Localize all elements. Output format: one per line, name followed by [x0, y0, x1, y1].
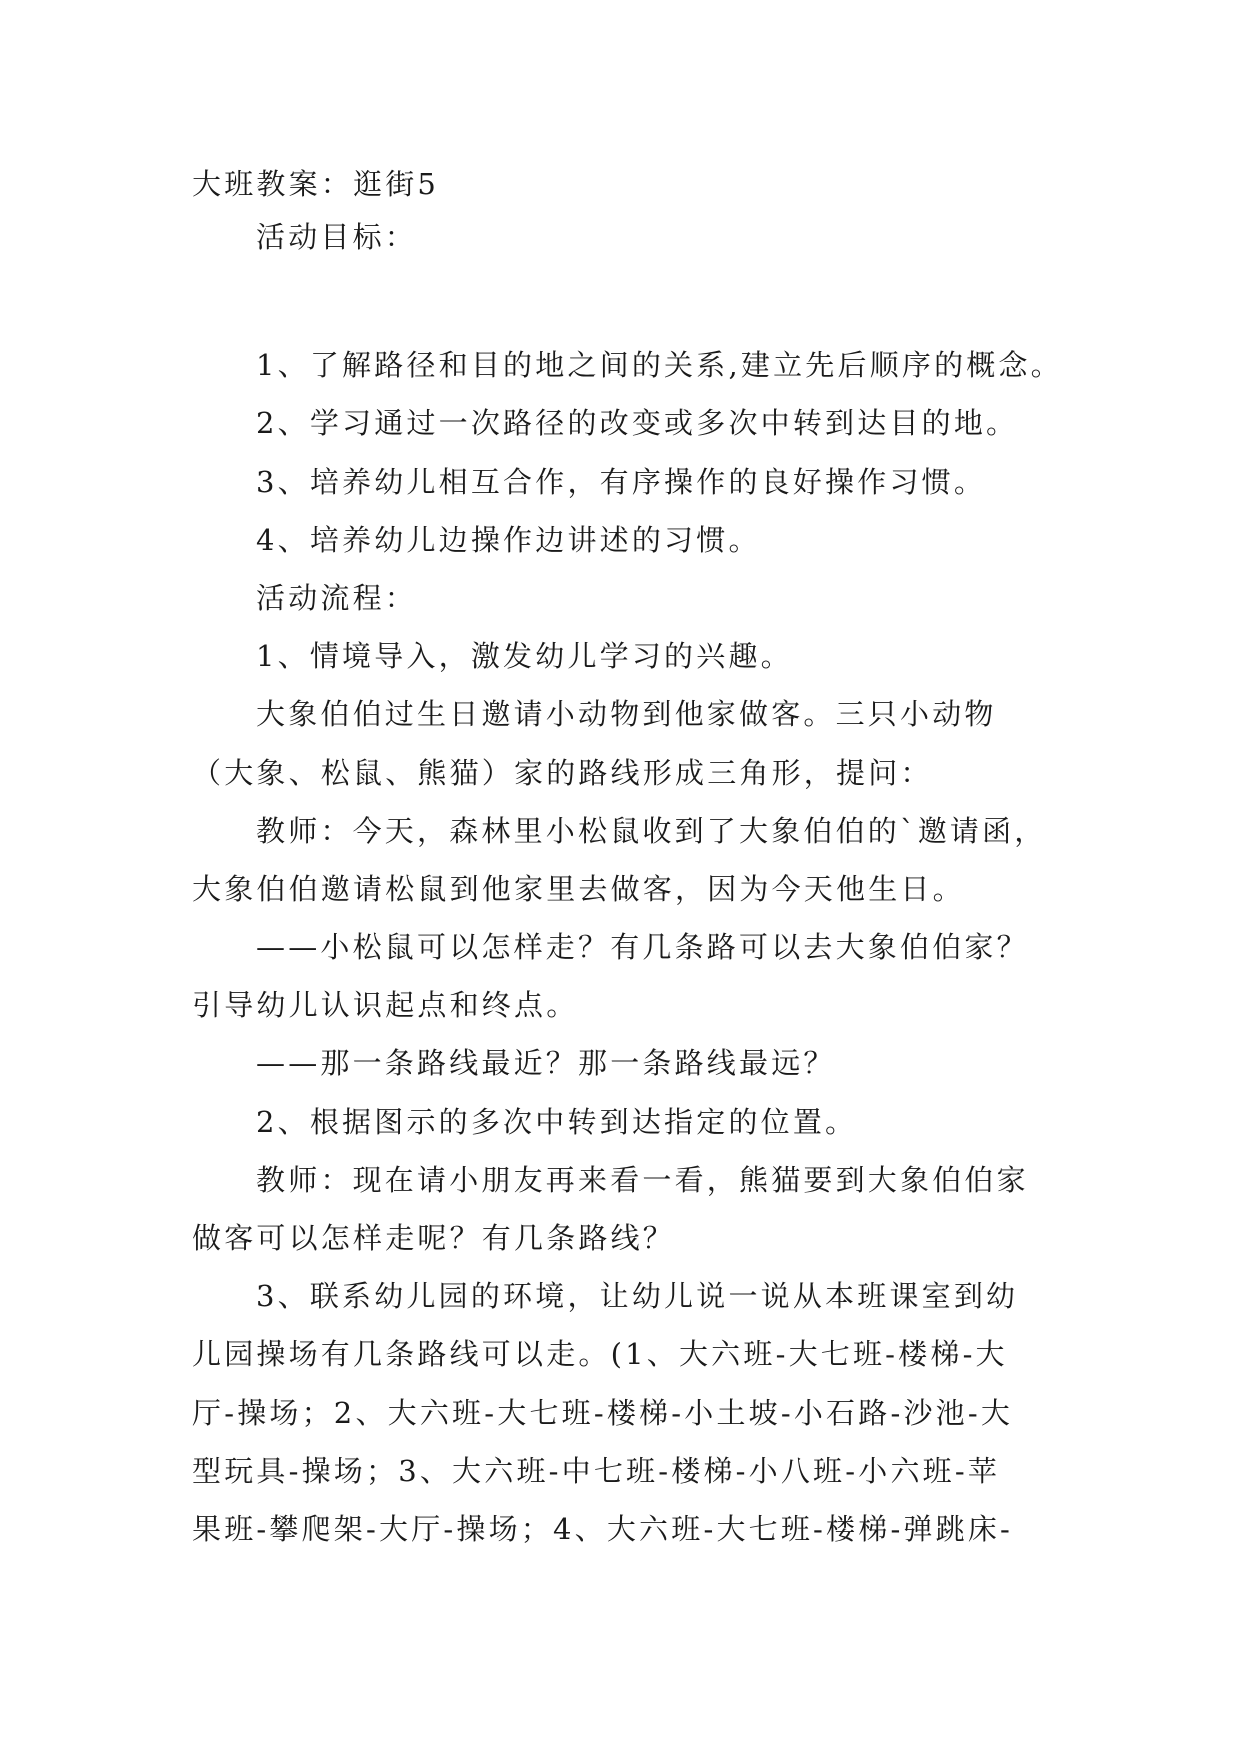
goal-item-1: 1、了解路径和目的地之间的关系,建立先后顺序的概念。: [256, 348, 1063, 383]
blank-gap: [192, 266, 1052, 336]
question-line: ——那一条路线最近？那一条路线最远？: [256, 1046, 836, 1081]
document-title: 大班教案：逛街5: [192, 167, 440, 201]
paragraph-line: 果班-攀爬架-大厅-操场；4、大六班-大七班-楼梯-弹跳床-: [192, 1511, 1014, 1546]
document-body: [192, 160, 1063, 1558]
paragraph-line: 教师：现在请小朋友再来看一看，熊猫要到大象伯伯家: [256, 1162, 1029, 1197]
question-line: ——小松鼠可以怎样走？有几条路可以去大象伯伯家？: [256, 930, 1029, 965]
process-step-1: 1、情境导入，激发幼儿学习的兴趣。: [256, 639, 793, 674]
paragraph-line: 儿园操场有几条路线可以走。(1、大六班-大七班-楼梯-大: [192, 1337, 1008, 1372]
paragraph-line: 引导幼儿认识起点和终点。: [192, 988, 579, 1023]
goal-item-3: 3、培养幼儿相互合作，有序操作的良好操作习惯。: [256, 464, 987, 499]
heading-activity-goals: 活动目标：: [256, 220, 418, 254]
paragraph-line: （大象、松鼠、熊猫）家的路线形成三角形，提问：: [192, 755, 933, 790]
process-step-3: 3、联系幼儿园的环境，让幼儿说一说从本班课室到幼: [256, 1279, 1019, 1314]
paragraph-line: 大象伯伯邀请松鼠到他家里去做客，因为今天他生日。: [192, 871, 965, 906]
goal-item-4: 4、培养幼儿边操作边讲述的习惯。: [256, 522, 761, 557]
goal-item-2: 2、学习通过一次路径的改变或多次中转到达目的地。: [256, 406, 1019, 441]
paragraph-line: 厅-操场；2、大六班-大七班-楼梯-小土坡-小石路-沙池-大: [192, 1395, 1014, 1430]
paragraph-line: 教师：今天，森林里小松鼠收到了大象伯伯的`邀请函，: [256, 813, 1047, 848]
process-step-2: 2、根据图示的多次中转到达指定的位置。: [256, 1104, 858, 1139]
paragraph-line: 大象伯伯过生日邀请小动物到他家做客。三只小动物: [256, 697, 997, 732]
paragraph-line: 型玩具-操场；3、大六班-中七班-楼梯-小八班-小六班-苹: [192, 1453, 1001, 1488]
heading-activity-process: 活动流程：: [256, 580, 418, 615]
paragraph-line: 做客可以怎样走呢？有几条路线？: [192, 1221, 676, 1255]
